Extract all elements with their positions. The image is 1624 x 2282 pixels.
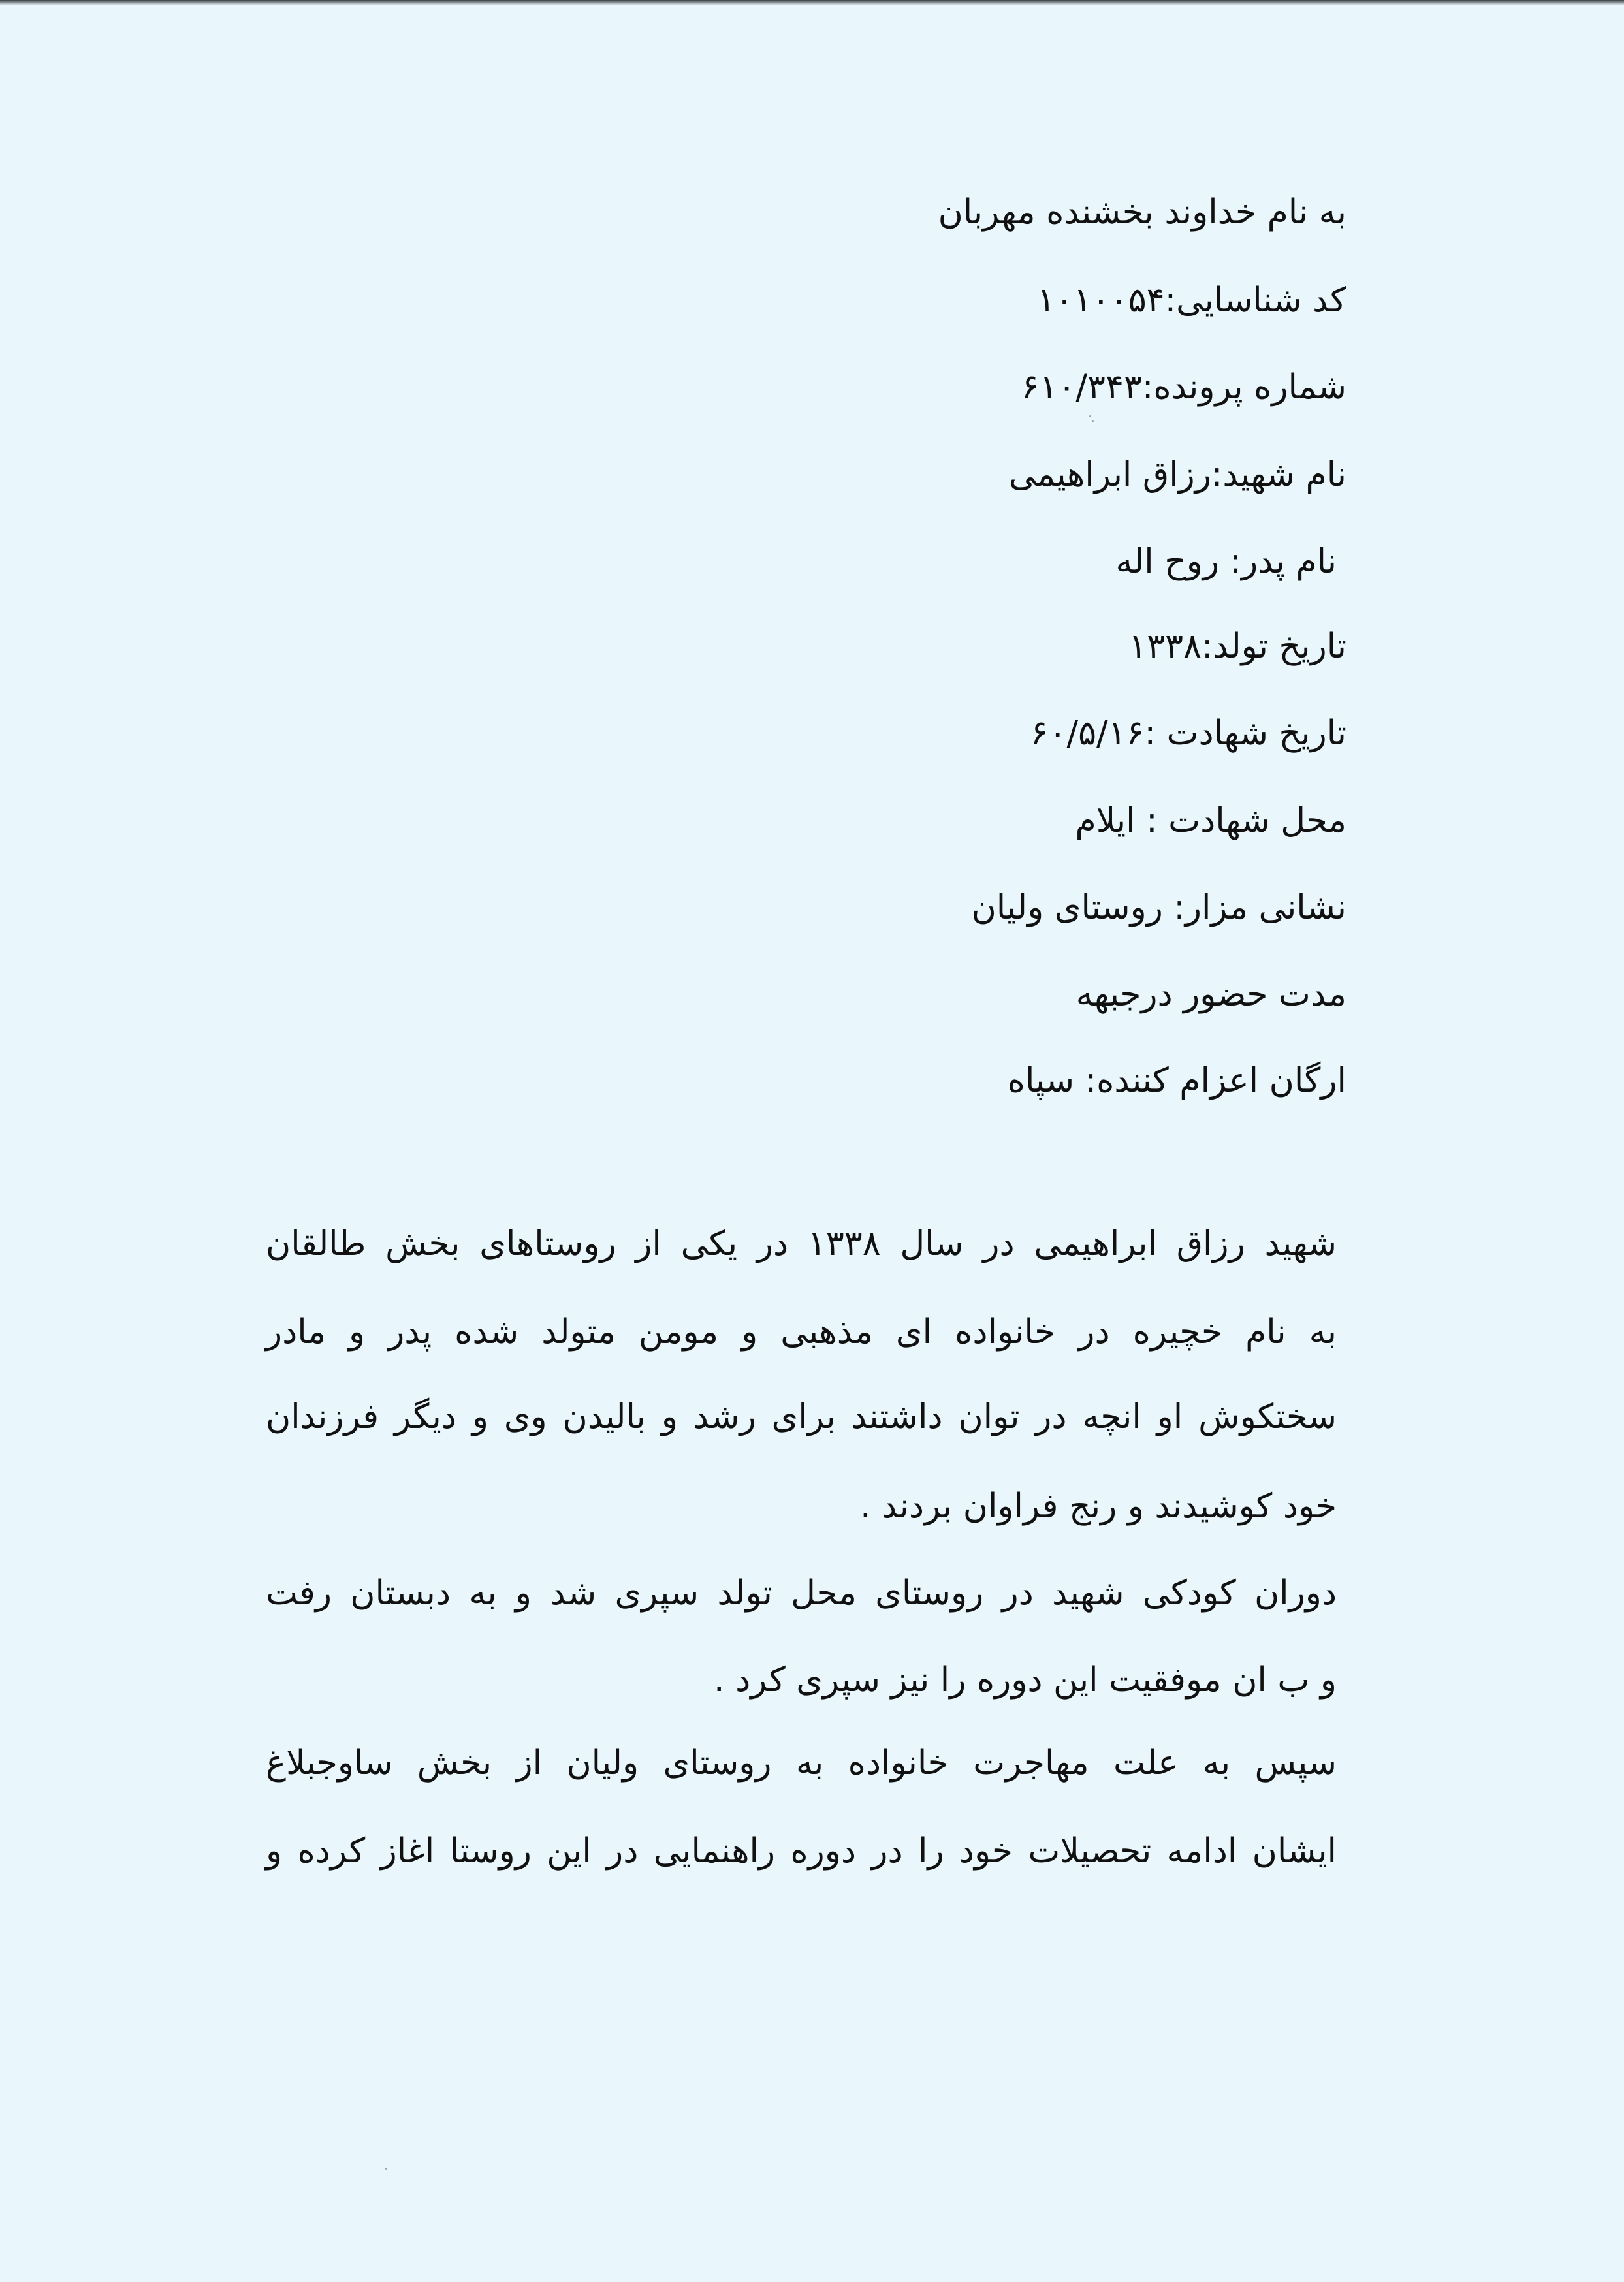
dispatch-org-line: ارگان اعزام کننده: سپاه [1007, 1061, 1346, 1100]
biography-line: و ب ان موفقیت این دوره را نیز سپری کرد . [714, 1660, 1337, 1700]
scan-speck [385, 2168, 387, 2170]
martyr-name-line: نام شهید:رزاق ابراهیمی [1008, 455, 1346, 494]
biography-line: سپس به علت مهاجرت خانواده به روستای ولیان از بخش ساوجبلاغ [266, 1743, 1337, 1783]
biography-line: به نام خچیره در خانواده ای مذهبی و مومن متولد شده پدر و مادر [266, 1312, 1337, 1352]
biography-line: خود کوشیدند و رنج فراوان بردند . [860, 1487, 1337, 1526]
scan-speck [1089, 415, 1091, 417]
biography-line: ایشان ادامه تحصیلات خود را در دوره راهنمایی در این روستا اغاز کرده و [266, 1831, 1337, 1871]
biography-line: سختکوش او انچه در توان داشتند برای رشد و بالیدن وی و دیگر فرزندان [266, 1397, 1337, 1436]
scan-speck [1092, 420, 1094, 422]
basmala-line: به نام خداوند بخشنده مهربان [938, 193, 1346, 232]
martyrdom-date-line: تاریخ شهادت :۶۰/۵/۱۶ [1030, 714, 1346, 753]
id-code-line: کد شناسایی:۱۰۱۰۰۵۴ [1037, 281, 1346, 320]
father-name-line: نام پدر: روح اله [1115, 542, 1337, 581]
biography-line: دوران کودکی شهید در روستای محل تولد سپری شد و به دبستان رفت [266, 1574, 1337, 1613]
birth-date-line: تاریخ تولد:۱۳۳۸ [1128, 627, 1346, 666]
biography-line: شهید رزاق ابراهیمی در سال ۱۳۳۸ در یکی از روستاهای بخش طالقان [266, 1224, 1337, 1263]
martyrdom-place-line: محل شهادت : ایلام [1075, 801, 1346, 840]
front-duration-line: مدت حضور درجبهه [1075, 975, 1346, 1014]
file-number-line: شماره پرونده:۶۱۰/۳۴۳ [1021, 368, 1346, 407]
burial-address-line: نشانی مزار: روستای ولیان [971, 888, 1346, 927]
